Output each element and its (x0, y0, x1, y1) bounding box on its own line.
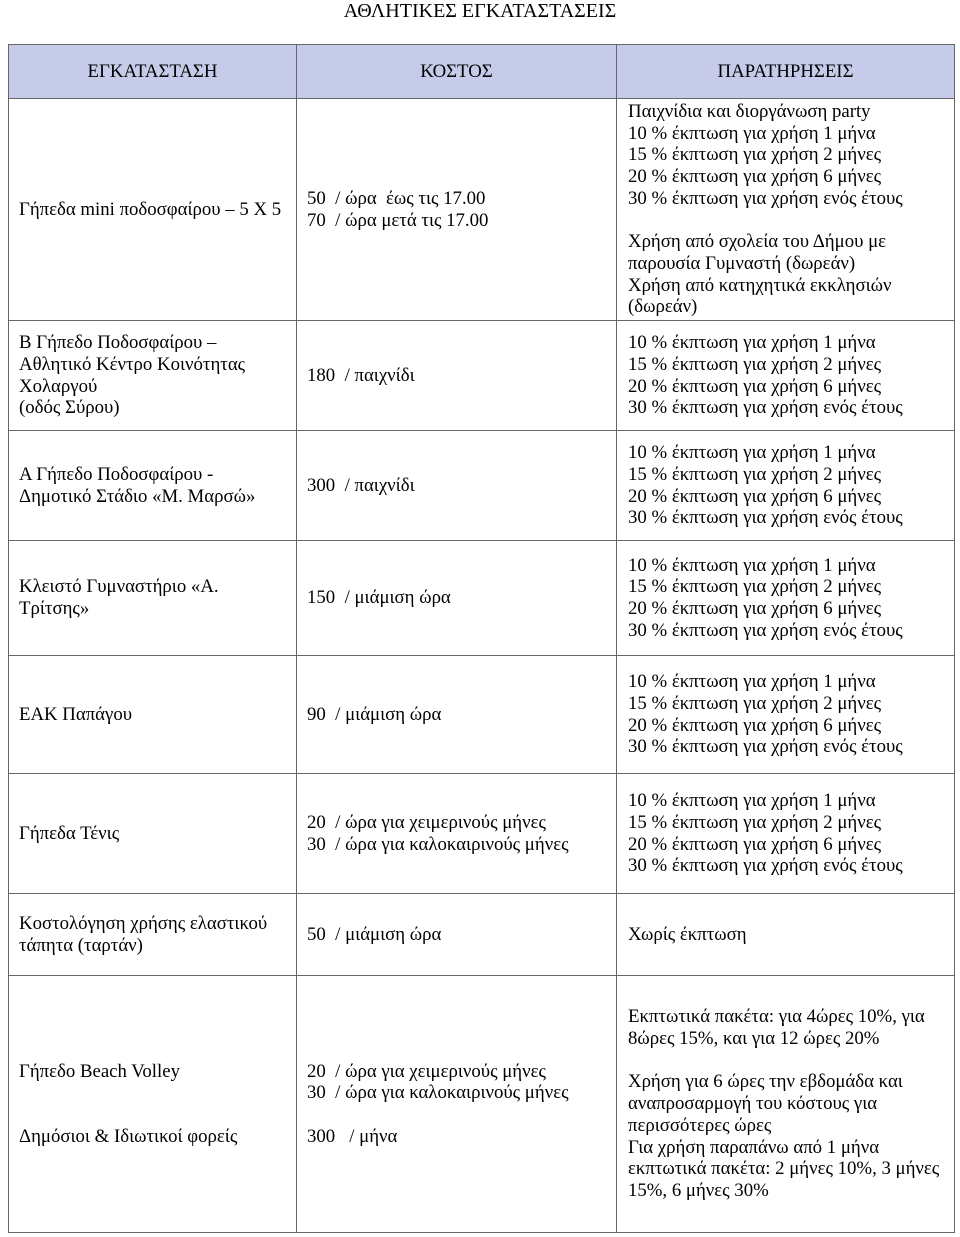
facility-cell (9, 431, 297, 541)
text-line: αναπροσαρμογή του κόστους για (628, 1093, 878, 1115)
text-line: περισσότερες ώρες (628, 1114, 772, 1136)
text-line: 20 % έκπτωση για χρήση 6 μήνες (628, 166, 882, 188)
facility-cell (9, 321, 297, 431)
facility-cell (9, 541, 297, 656)
notes-cell (617, 431, 955, 541)
cost-cell (297, 431, 617, 541)
cost-cell (297, 774, 617, 894)
text-line: Παιχνίδια και διοργάνωση party (628, 101, 871, 123)
text-line: 10 % έκπτωση για χρήση 1 μήνα (628, 332, 876, 354)
cost-cell (297, 894, 617, 976)
text-line: 300 / μήνα (307, 1125, 398, 1147)
text-line: εκπτωτικά πακέτα: 2 μήνες 10%, 3 μήνες (628, 1158, 940, 1180)
text-line: 10 % έκπτωση για χρήση 1 μήνα (628, 122, 876, 144)
text-line: 90 / μιάμιση ώρα (307, 703, 442, 725)
text-line: Χρήση από σχολεία του Δήμου με (628, 231, 887, 253)
facility-cell (9, 99, 297, 321)
facility-cell (9, 894, 297, 976)
text-line: Γήπεδα mini ποδοσφαίρου – 5 Χ 5 (19, 198, 282, 220)
text-line: 30 % έκπτωση για χρήση ενός έτους (628, 507, 903, 529)
text-line: Δημόσιοι & Ιδιωτικοί φορείς (19, 1125, 238, 1147)
text-line: Χωρίς έκπτωση (628, 923, 747, 945)
notes-cell (617, 99, 955, 321)
text-line: Δημοτικό Στάδιο «Μ. Μαρσώ» (19, 485, 256, 507)
table-row (9, 99, 955, 321)
text-line: 30 % έκπτωση για χρήση ενός έτους (628, 619, 903, 641)
notes-cell (617, 774, 955, 894)
text-line: 15 % έκπτωση για χρήση 2 μήνες (628, 463, 882, 485)
page-title: ΑΘΛΗΤΙΚΕΣ ΕΓΚΑΤΑΣΤΑΣΕΙΣ (343, 0, 617, 22)
cost-cell (297, 656, 617, 774)
text-line: 20 / ώρα για χειμερινούς μήνες (307, 1060, 546, 1082)
facility-cell (9, 656, 297, 774)
text-line: Κοστολόγηση χρήσης ελαστικού (19, 912, 268, 934)
cost-cell (297, 99, 617, 321)
cost-cell (297, 541, 617, 656)
table-row (9, 431, 955, 541)
text-line: 300 / παιχνίδι (307, 474, 415, 496)
text-line: Χρήση από κατηχητικά εκκλησιών (628, 274, 892, 296)
text-line: Εκπτωτικά πακέτα: για 4ώρες 10%, για (628, 1006, 925, 1028)
text-line: Αθλητικό Κέντρο Κοινότητας (19, 353, 246, 375)
header-cost-label: ΚΟΣΤΟΣ (420, 60, 493, 82)
text-line: τάπητα (ταρτάν) (19, 934, 143, 956)
text-line: Τρίτσης» (19, 598, 90, 619)
text-line: Χρήση για 6 ώρες την εβδομάδα και (628, 1071, 903, 1093)
text-line: 30 / ώρα για καλοκαιρινούς μήνες (307, 1082, 569, 1104)
notes-cell (617, 894, 955, 976)
text-line: Κλειστό Γυμναστήριο «Α. (19, 576, 219, 598)
facilities-table (8, 44, 955, 1233)
text-line: 10 % έκπτωση για χρήση 1 μήνα (628, 790, 876, 812)
notes-cell (617, 321, 955, 431)
text-line: 15%, 6 μήνες 30% (628, 1179, 769, 1201)
text-line: 20 % έκπτωση για χρήση 6 μήνες (628, 833, 882, 855)
text-line: Γήπεδα Τένις (19, 822, 120, 844)
text-line: 10 % έκπτωση για χρήση 1 μήνα (628, 554, 876, 576)
text-line: Γήπεδο Beach Volley (19, 1060, 180, 1082)
header-notes-label: ΠΑΡΑΤΗΡΗΣΕΙΣ (717, 60, 854, 82)
text-line: 20 % έκπτωση για χρήση 6 μήνες (628, 485, 882, 507)
notes-cell (617, 976, 955, 1233)
facility-cell (9, 774, 297, 894)
text-line: Α Γήπεδο Ποδοσφαίρου - (19, 463, 214, 485)
text-line: 15 % έκπτωση για χρήση 2 μήνες (628, 576, 882, 598)
header-facility-label: ΕΓΚΑΤΑΣΤΑΣΗ (87, 60, 218, 82)
text-line: Χολαργού (19, 375, 98, 397)
header-facility (9, 45, 297, 99)
table-row (9, 656, 955, 774)
text-line: 10 % έκπτωση για χρήση 1 μήνα (628, 442, 876, 464)
text-line: 20 % έκπτωση για χρήση 6 μήνες (628, 375, 882, 397)
text-line: 30 % έκπτωση για χρήση ενός έτους (628, 187, 903, 209)
text-line: 10 % έκπτωση για χρήση 1 μήνα (628, 671, 876, 693)
table-row (9, 541, 955, 656)
header-notes (617, 45, 955, 99)
cost-cell (297, 976, 617, 1233)
text-line: 15 % έκπτωση για χρήση 2 μήνες (628, 692, 882, 714)
text-line: ΕΑΚ Παπάγου (19, 703, 133, 725)
table-row (9, 894, 955, 976)
text-line: Β Γήπεδο Ποδοσφαίρου – (19, 332, 217, 354)
table-header-row (9, 45, 955, 99)
text-line: 50 / μιάμιση ώρα (307, 923, 442, 945)
text-line: 20 % έκπτωση για χρήση 6 μήνες (628, 598, 882, 619)
notes-cell (617, 656, 955, 774)
text-line: 180 / παιχνίδι (307, 364, 415, 386)
text-line: 15 % έκπτωση για χρήση 2 μήνες (628, 144, 882, 166)
text-line: (οδός Σύρου) (19, 397, 120, 419)
text-line: (δωρεάν) (628, 296, 698, 318)
facility-cell (9, 976, 297, 1233)
text-line: 70 / ώρα μετά τις 17.00 (307, 209, 489, 231)
notes-cell (617, 541, 955, 656)
table-row (9, 976, 955, 1233)
text-line: 150 / μιάμιση ώρα (307, 587, 451, 609)
text-line: 30 % έκπτωση για χρήση ενός έτους (628, 397, 903, 419)
text-line: 15 % έκπτωση για χρήση 2 μήνες (628, 811, 882, 833)
text-line: Για χρήση παραπάνω από 1 μήνα (628, 1136, 880, 1158)
text-line: 50 / ώρα έως τις 17.00 (307, 187, 486, 209)
text-line: 8ώρες 15%, και για 12 ώρες 20% (628, 1028, 880, 1050)
text-line: 30 % έκπτωση για χρήση ενός έτους (628, 736, 903, 758)
header-cost (297, 45, 617, 99)
text-line: 20 % έκπτωση για χρήση 6 μήνες (628, 714, 882, 736)
table-row (9, 774, 955, 894)
text-line: 30 % έκπτωση για χρήση ενός έτους (628, 855, 903, 877)
text-line: 20 / ώρα για χειμερινούς μήνες (307, 811, 546, 833)
table-row (9, 321, 955, 431)
text-line: 15 % έκπτωση για χρήση 2 μήνες (628, 353, 882, 375)
cost-cell (297, 321, 617, 431)
text-line: 30 / ώρα για καλοκαιρινούς μήνες (307, 833, 569, 855)
text-line: παρουσία Γυμναστή (δωρεάν) (628, 252, 856, 274)
